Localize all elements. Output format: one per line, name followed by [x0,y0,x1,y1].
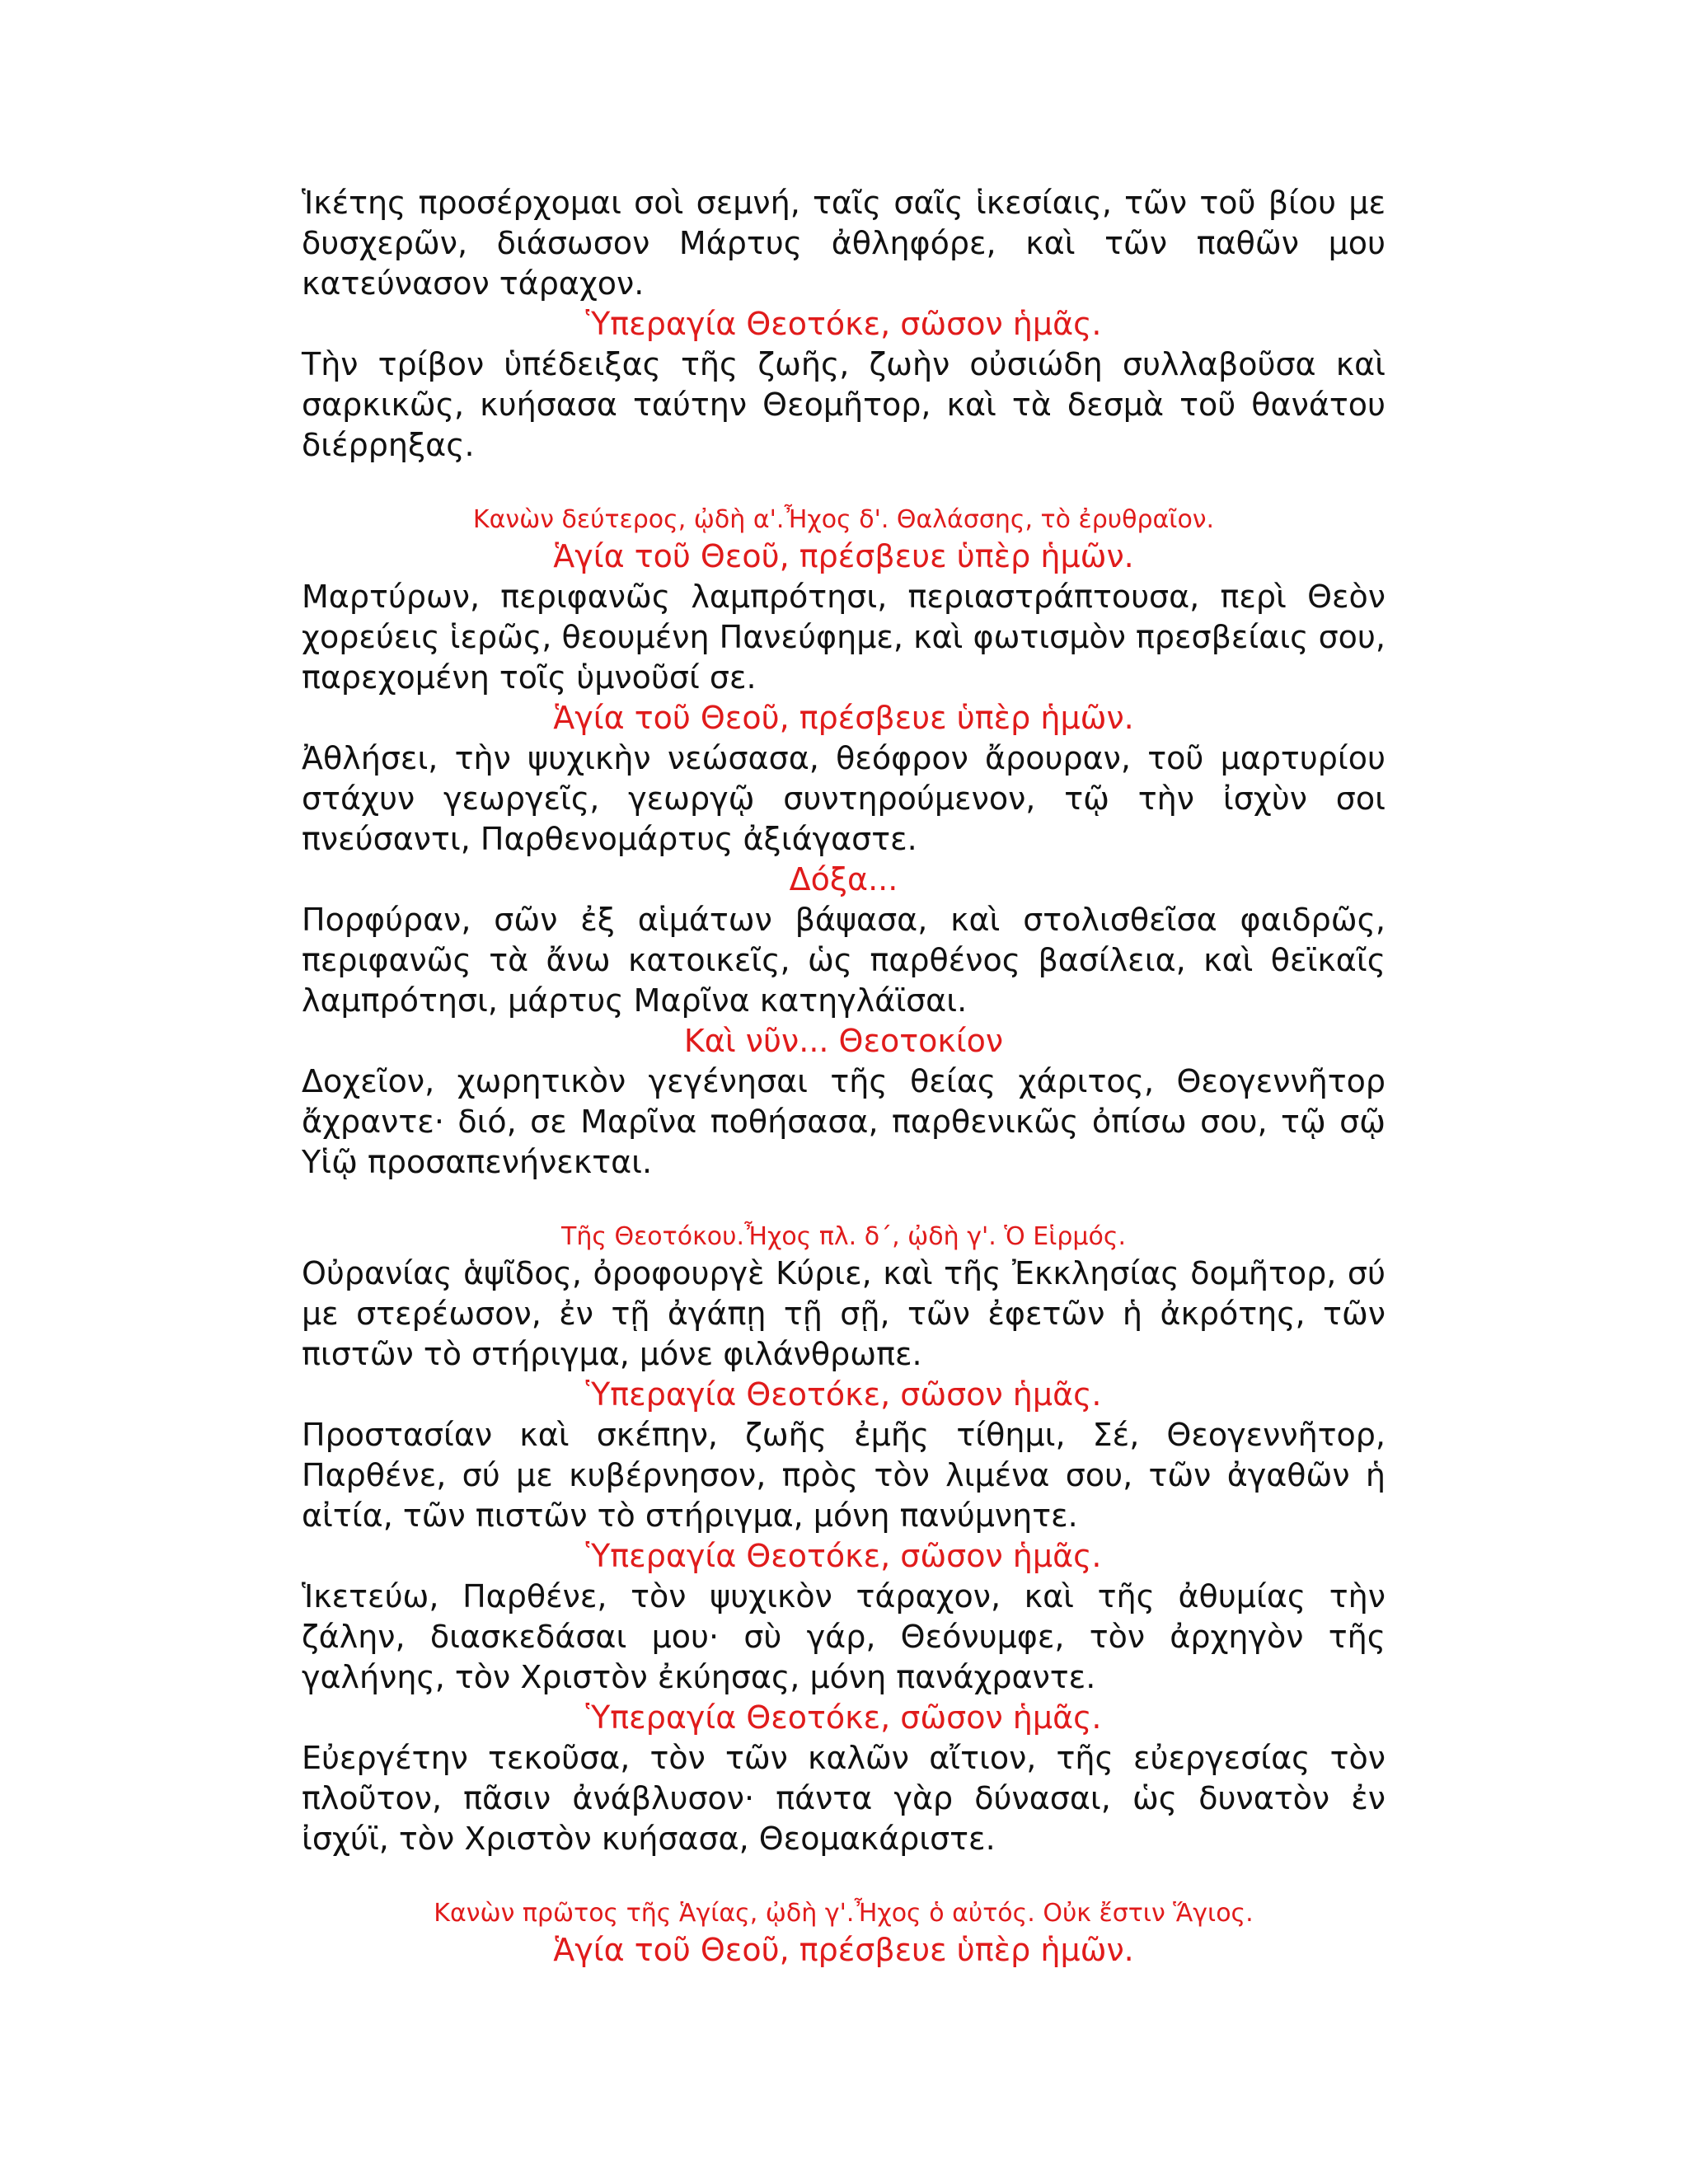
section-heading: Κανὼν πρῶτος τῆς Ἁγίας, ᾠδὴ γ'.Ἦχος ὁ αὐτός. Οὐκ ἔστιν Ἅγιος. [434,1899,1254,1928]
refrain-line: Ἁγία τοῦ Θεοῦ, πρέσβευε ὑπὲρ ἡμῶν. [553,1932,1134,1968]
troparion-paragraph: Πορφύραν, σῶν ἐξ αἱμάτων βάψασα, καὶ στολισθεῖσα φαιδρῶς, περιφανῶς τὰ ἄνω κατοικεῖς, ὡς παρθένος βασίλεια, καὶ θεϊκαῖς λαμπρότησι, μάρτυς Μαρῖνα κατηγλάϊσαι. [302,902,1386,1019]
refrain-line: Ἁγία τοῦ Θεοῦ, πρέσβευε ὑπὲρ ἡμῶν. [553,700,1134,736]
troparion-paragraph: Τὴν τρίβον ὑπέδειξας τῆς ζωῆς, ζωὴν οὐσιώδη συλλαβοῦσα καὶ σαρκικῶς, κυήσασα ταύτην Θεομῆτορ, καὶ τὰ δεσμὰ τοῦ θανάτου διέρρηξας. [302,346,1386,463]
refrain-line: Καὶ νῦν... Θεοτοκίον [683,1023,1004,1059]
troparion-paragraph: Ἱκέτης προσέρχομαι σοὶ σεμνή, ταῖς σαῖς ἱκεσίαις, τῶν τοῦ βίου με δυσχερῶν, διάσωσον Μάρτυς ἀθληφόρε, καὶ τῶν παθῶν μου κατεύνασον τάραχον. [302,185,1386,302]
troparion-paragraph: Ἱκετεύω, Παρθένε, τὸν ψυχικὸν τάραχον, καὶ τῆς ἀθυμίας τὴν ζάλην, διασκεδάσαι μου· σὺ γάρ, Θεόνυμφε, τὸν ἀρχηγὸν τῆς γαλήνης, τὸν Χριστὸν ἐκύησας, μόνη πανάχραντε. [302,1578,1386,1695]
refrain-line: Ἁγία τοῦ Θεοῦ, πρέσβευε ὑπὲρ ἡμῶν. [553,538,1134,574]
refrain-line: Ὑπεραγία Θεοτόκε, σῶσον ἡμᾶς. [585,1538,1102,1574]
section-heading: Κανὼν δεύτερος, ᾠδὴ α'.Ἦχος δ'. Θαλάσσης, τὸ ἐρυθραῖον. [472,505,1215,534]
heirmos-paragraph: Οὐρανίας ἁψῖδος, ὀροφουργὲ Κύριε, καὶ τῆς Ἐκκλησίας δομῆτορ, σύ με στερέωσον, ἐν τῇ ἀγάπῃ τῇ σῇ, τῶν ἐφετῶν ἡ ἀκρότης, τῶν πιστῶν τὸ στήριγμα, μόνε φιλάνθρωπε. [302,1255,1386,1372]
troparion-paragraph: Μαρτύρων, περιφανῶς λαμπρότησι, περιαστράπτουσα, περὶ Θεὸν χορεύεις ἱερῶς, θεουμένη Πανεύφημε, καὶ φωτισμὸν πρεσβείαις σου, παρεχομένη τοῖς ὑμνοῦσί σε. [302,579,1386,696]
troparion-paragraph: Ἀθλήσει, τὴν ψυχικὴν νεώσασα, θεόφρον ἄρουραν, τοῦ μαρτυρίου στάχυν γεωργεῖς, γεωργῷ συντηρούμενον, τῷ τὴν ἰσχὺν σοι πνεύσαντι, Παρθενομάρτυς ἀξιάγαστε. [302,740,1386,857]
refrain-line: Ὑπεραγία Θεοτόκε, σῶσον ἡμᾶς. [585,1376,1102,1413]
document-page [302,183,1386,1971]
troparion-paragraph: Προστασίαν καὶ σκέπην, ζωῆς ἐμῆς τίθημι, Σέ, Θεογεννῆτορ, Παρθένε, σύ με κυβέρνησον, πρὸς τὸν λιμένα σου, τῶν ἀγαθῶν ἡ αἰτία, τῶν πιστῶν τὸ στήριγμα, μόνη πανύμνητε. [302,1417,1386,1534]
refrain-line: Ὑπεραγία Θεοτόκε, σῶσον ἡμᾶς. [585,1699,1102,1736]
refrain-line: Δόξα... [789,861,898,898]
troparion-paragraph: Δοχεῖον, χωρητικὸν γεγένησαι τῆς θείας χάριτος, Θεογεννῆτορ ἄχραντε· διό, σε Μαρῖνα ποθήσασα, παρθενικῶς ὀπίσω σου, τῷ σῷ Υἱῷ προσαπενήνεκται. [302,1063,1386,1180]
refrain-line: Ὑπεραγία Θεοτόκε, σῶσον ἡμᾶς. [585,306,1102,342]
troparion-paragraph: Εὐεργέτην τεκοῦσα, τὸν τῶν καλῶν αἴτιον, τῆς εὐεργεσίας τὸν πλοῦτον, πᾶσιν ἀνάβλυσον· πάντα γὰρ δύνασαι, ὡς δυνατὸν ἐν ἰσχύϊ, τὸν Χριστὸν κυήσασα, Θεομακάριστε. [302,1740,1386,1857]
section-heading: Τῆς Θεοτόκου.Ἦχος πλ. δ΄, ᾠδὴ γ'. Ὁ Εἱρμός. [561,1222,1126,1251]
